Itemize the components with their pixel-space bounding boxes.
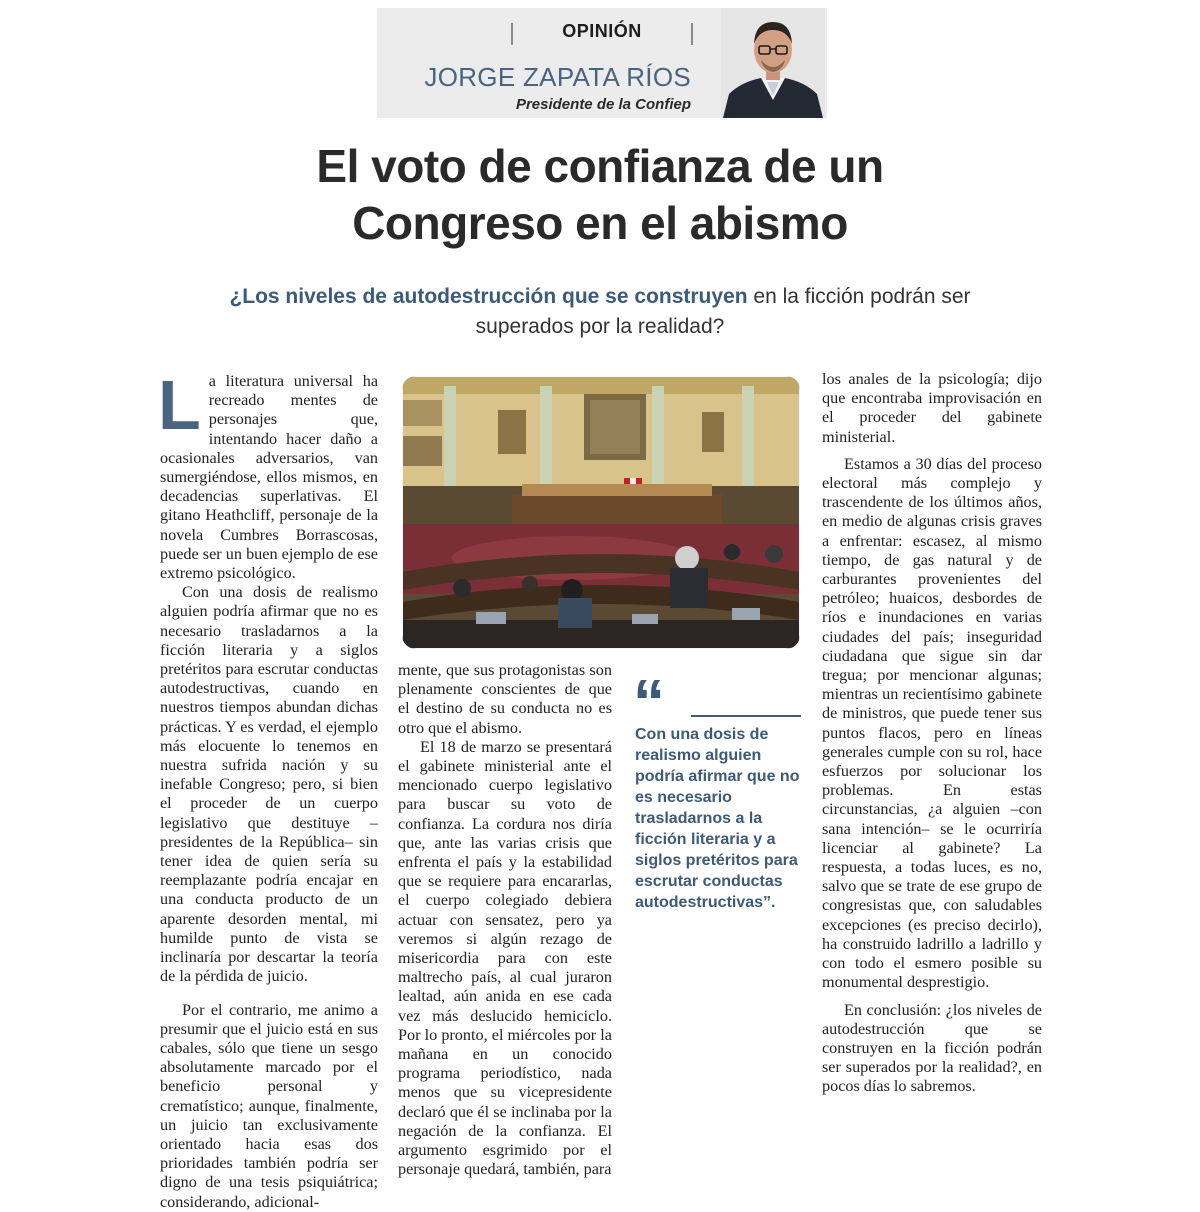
paragraph-3: Por el contrario, me animo a presumir que el juicio está en sus cabales, sólo que tiene un sesgo absolutamente marcado por el beneficio personal y crematístico; aunque, finalmente, un juicio tan exclusivamente orientado hacia esas dos prioridades también podría ser digno de una tesis psiquiátrica; considerando, adicional- — [160, 1000, 378, 1211]
paragraph-1-text: a literatura universal ha recreado mentes de personajes que, intentando hacer daño a ocasionales adversarios, van sumergiéndose, ellos mismos, en decadencias superlativas. El gitano Heathcliff, personaje de la novela Cumbres Borrascosas, puede ser un buen ejemplo de ese extremo psicológico. — [160, 372, 378, 583]
pull-quote-text: Con una dosis de realismo alguien podría afirmar que no es necesario trasladarnos a la ficción literaria y a siglos pretéritos para escrutar conductas autodestructivas”. — [635, 726, 800, 911]
author-name: JORGE ZAPATA RÍOS — [424, 62, 691, 92]
author-role: Presidente de la Confiep — [515, 96, 691, 113]
deck-line-1 — [130, 282, 1070, 312]
deck-line-2: superados por la realidad? — [475, 315, 725, 338]
paragraph-1 — [158, 366, 378, 583]
headline-line-1: El voto de confianza de un — [316, 140, 884, 192]
quote-rule — [691, 715, 801, 717]
deck — [130, 282, 1070, 342]
deck-bold: ¿Los niveles de autodestrucción que se construyen — [229, 285, 748, 308]
paragraph-5: El 18 de marzo se presentará el gabinete ministerial ante el mencionado cuerpo legislativo para buscar su voto de confianza. La cordura nos diría que, ante las varias crisis que enfrenta el país y la estabilidad que se requiere para encararlas, el cuerpo colegiado debiera actuar con sensatez, pero ya veremos si algún rezago de misericordia para con este maltrecho país, al cual juraron lealtad, aún anida en ese cada vez más deslucido hemiciclo. Por lo pronto, el miércoles por la mañana en un conocido programa periodístico, nada menos que su vicepresidente declaró que él se inclinaba por la negación de la confianza. El argumento esgrimido por el personaje quedará, también, para — [398, 737, 612, 1179]
column-1 — [158, 366, 378, 1212]
congress-hemicycle-photo — [402, 376, 800, 649]
section-label: OPINIÓN — [562, 21, 642, 41]
column-header — [377, 8, 827, 118]
deck-rest-1: en la ficción podrán ser — [747, 285, 971, 308]
column-2 — [398, 661, 612, 1179]
paragraph-4: mente, que sus protagonistas son plenamente conscientes de que el destino de su conducta no es otro que el abismo. — [398, 661, 612, 737]
paragraph-2: Con una dosis de realismo alguien podría afirmar que no es necesario trasladarnos a la ficción literaria y a siglos pretéritos para escrutar conductas autodestructivas, cuando en nuestros tiempos abundan dichas prácticas. Y es verdad, el ejemplo más elocuente lo tenemos en nuestra sufrida nación y su inefable Congreso; pero, si bien el proceder de un cuerpo legislativo que destituye –presidentes de la República– sin tener idea de quien sería su reemplazante podría encajar en una conducta producto de un aparente desorden mental, mi humilde punto de vista se inclinaría por descartar la teoría de la pérdida de juicio. — [160, 583, 378, 986]
column-3 — [822, 370, 1042, 1097]
paragraph-8: En conclusión: ¿los niveles de autodestrucción que se construyen en la ficción podrán ser superados por la realidad?, en pocos días lo sabremos. — [822, 1000, 1042, 1096]
headline — [200, 138, 1000, 252]
drop-cap: L — [158, 366, 201, 444]
paragraph-6: los anales de la psicología; dijo que encontraba improvisación en el proceder del gabinete ministerial. — [822, 370, 1042, 446]
paragraph-7: Estamos a 30 días del proceso electoral más complejo y trascendente de los últimos años, en medio de algunas crisis graves a enfrentar: escasez, al mismo tiempo, de gas natural y de carburantes provenientes del petróleo; huaicos, desbordes de ríos e inundaciones en varias ciudades del país; inseguridad ciudadana que sigue sin dar tregua; por mencionar algunas; mientras un recientísimo gabinete de ministros, que puede tener sus puntos flacos, pero en líneas generales cumple con su rol, hace esfuerzos por solucionar los problemas. En estas circunstancias, ¿a alguien –con sana intención– se le ocurriría licenciar al gabinete? La respuesta, a todas luces, es no, salvo que se trate de ese grupo de congresistas que, con saludables excepciones (es preciso decirlo), ha construido ladrillo a ladrillo y con todo el esmero posible su monumental desprestigio. — [822, 454, 1042, 992]
quote-mark-icon: “ — [633, 666, 665, 738]
author-portrait — [721, 8, 825, 118]
headline-line-2: Congreso en el abismo — [352, 197, 848, 249]
